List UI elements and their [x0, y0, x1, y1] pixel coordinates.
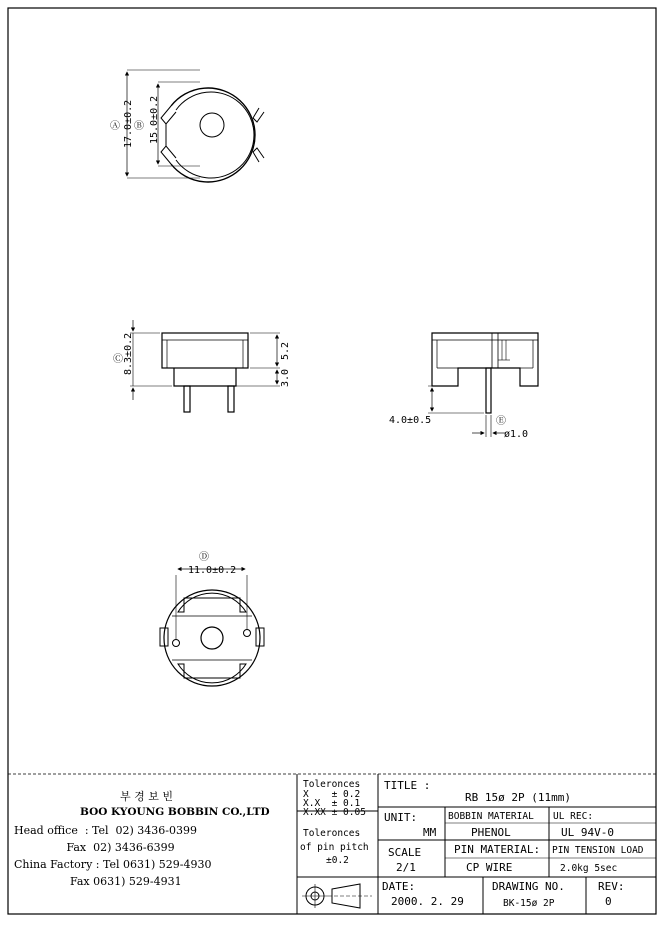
unit-value: MM [423, 826, 437, 839]
pin-tolerance-title-1: Toleronces [303, 828, 361, 839]
label-e: Ⓔ [496, 416, 506, 427]
dim-pin-pitch: 11.0±0.2 [188, 565, 237, 576]
label-d: Ⓓ [199, 552, 209, 563]
drawing-no-value: BK-15ø 2P [503, 898, 555, 909]
label-a: Ⓐ [110, 121, 120, 132]
front-view-pin-left [184, 386, 190, 412]
pin-tolerance-value: ±0.2 [326, 855, 349, 866]
tolerance-row-xx: X.X ± 0.1 [303, 798, 361, 809]
rev-label: REV: [598, 880, 625, 893]
top-view-inner-arc [176, 92, 254, 178]
company-line-4: Fax 0631) 529-4931 [14, 875, 182, 888]
bobbin-material-label: BOBBIN MATERIAL [448, 811, 534, 822]
pin-tolerance-title-2: of pin pitch [300, 842, 369, 853]
dim-pin-diameter: ø1.0 [504, 429, 529, 440]
company-name: BOO KYOUNG BOBBIN CO.,LTD [80, 806, 270, 818]
front-view [130, 320, 280, 412]
bottom-view-center-hole [201, 627, 223, 649]
dim-body-height: 5.2 [280, 341, 291, 360]
label-c: Ⓒ [113, 354, 123, 365]
tolerance-row-x: X ± 0.2 [303, 789, 361, 800]
dim-pin-length: 4.0±0.5 [389, 415, 432, 426]
front-view-body [162, 333, 248, 368]
ul-rec-label: UL REC: [553, 811, 594, 822]
scale-label: SCALE [388, 846, 422, 859]
bottom-view [160, 569, 264, 686]
pin-material-value: CP WIRE [466, 861, 513, 874]
dim-pin-height: 3.0 [280, 368, 291, 387]
dim-total-height: 8.3±0.2 [123, 332, 134, 375]
bottom-view-pin-hole-right [244, 630, 251, 637]
side-view-body [432, 333, 538, 386]
tolerances-title: Toleronces [303, 779, 361, 790]
top-view [127, 70, 264, 182]
bottom-view-pin-hole-left [173, 640, 180, 647]
company-line-1: Head office : Tel 02) 3436-0399 [14, 824, 198, 837]
pin-tension-label: PIN TENSION LOAD [552, 845, 644, 856]
rev-value: 0 [605, 895, 612, 908]
scale-value: 2/1 [396, 861, 416, 874]
top-view-notch-right [253, 108, 264, 122]
bobbin-material-value: PHENOL [471, 826, 511, 839]
label-b: Ⓑ [134, 121, 144, 132]
company-line-3: China Factory : Tel 0631) 529-4930 [14, 858, 212, 871]
date-value: 2000. 2. 29 [391, 895, 464, 908]
dim-outer-diameter: 17.0±0.2 [123, 99, 134, 148]
unit-label: UNIT: [384, 811, 418, 824]
side-view [428, 333, 538, 437]
company-line-2: Fax 02) 3436-6399 [14, 841, 175, 854]
title-value: RB 15ø 2P (11mm) [465, 791, 571, 804]
drawing-no-label: DRAWING NO. [492, 880, 565, 893]
dim-inner-diameter: 15.0±0.2 [149, 95, 160, 144]
ul-rec-value: UL 94V-0 [561, 826, 614, 839]
front-view-pin-right [228, 386, 234, 412]
pin-tension-value: 2.0kg 5sec [560, 863, 618, 874]
top-view-notch-lower [161, 146, 176, 164]
company-name-korean: 부 경 보 빈 [120, 790, 173, 803]
pin-material-label: PIN MATERIAL: [454, 843, 541, 856]
side-view-pin [486, 368, 491, 413]
tolerance-row-xxx: X.XX ± 0.05 [303, 807, 366, 818]
bottom-view-outline [164, 590, 260, 686]
top-view-center-hole [200, 113, 224, 137]
date-label: DATE: [382, 880, 416, 893]
title-label: TITLE : [384, 779, 431, 792]
top-view-notch-upper [161, 106, 176, 124]
